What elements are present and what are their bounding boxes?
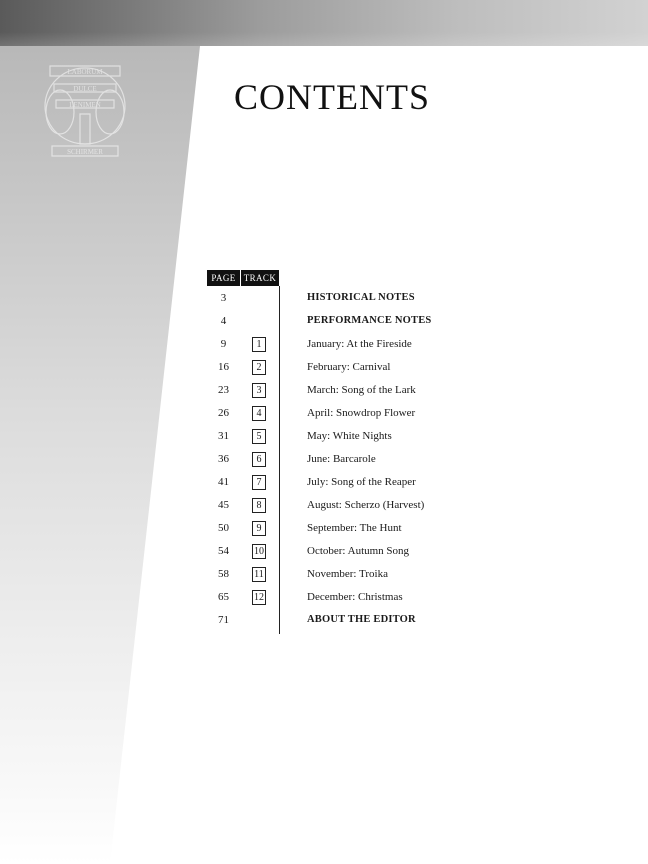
toc-page-number: 16: [218, 361, 229, 373]
toc-title: January: At the Fireside: [307, 338, 412, 350]
toc-track-number: 7: [252, 475, 266, 490]
toc-track-number: 9: [252, 521, 266, 536]
toc-title: November: Troika: [307, 568, 388, 580]
toc-entry: [207, 587, 467, 610]
crest-motto-mid: DULCE: [73, 85, 97, 93]
toc-entry: [207, 357, 467, 380]
toc-page-number: 71: [218, 614, 229, 626]
side-gradient-wedge: [0, 46, 200, 864]
toc-title: March: Song of the Lark: [307, 384, 416, 396]
toc-page-number: 41: [218, 476, 229, 488]
toc-entry: [207, 610, 467, 633]
toc-entry: [207, 495, 467, 518]
toc-page-number: 23: [218, 384, 229, 396]
toc-entry: [207, 426, 467, 449]
toc-title: February: Carnival: [307, 361, 391, 373]
toc-track-number: 2: [252, 360, 266, 375]
toc-page-number: 65: [218, 591, 229, 603]
toc-track-number: 3: [252, 383, 266, 398]
toc-page-number: 26: [218, 407, 229, 419]
toc-page-number: 45: [218, 499, 229, 511]
toc-entry: [207, 472, 467, 495]
toc-entry: [207, 380, 467, 403]
toc-title: September: The Hunt: [307, 522, 402, 534]
toc-track-number: 10: [254, 546, 264, 557]
toc-title: PERFORMANCE NOTES: [307, 315, 432, 326]
toc-page-number: 58: [218, 568, 229, 580]
crest-motto-low: LENIMEN: [69, 101, 101, 109]
toc-entry: [207, 449, 467, 472]
toc-title: August: Scherzo (Harvest): [307, 499, 425, 511]
toc-track-number: 6: [252, 452, 266, 467]
toc-title: December: Christmas: [307, 591, 403, 603]
publisher-crest-logo: [40, 54, 130, 166]
toc-page-number: 3: [220, 292, 227, 304]
toc-entry: [207, 334, 467, 357]
toc-title: ABOUT THE EDITOR: [307, 614, 416, 625]
toc-page-number: 31: [218, 430, 229, 442]
toc-title: June: Barcarole: [307, 453, 376, 465]
toc-track-number: 12: [254, 592, 264, 603]
toc-entry: [207, 311, 467, 334]
toc-entry: [207, 288, 467, 311]
toc-track-number: 5: [252, 429, 266, 444]
toc-title: April: Snowdrop Flower: [307, 407, 416, 419]
toc-track-number: 1: [252, 337, 266, 352]
toc-page-number: 36: [218, 453, 229, 465]
toc-track-number: 8: [252, 498, 266, 513]
header-band: [0, 0, 648, 46]
crest-motto-top: LABORUM: [67, 68, 103, 76]
toc-title: October: Autumn Song: [307, 545, 410, 557]
toc-title: July: Song of the Reaper: [307, 476, 416, 488]
toc-title: May: White Nights: [307, 430, 392, 442]
crest-motto-base: SCHIRMER: [67, 148, 103, 156]
toc-page-number: 4: [220, 315, 227, 327]
column-header-page: PAGE: [207, 270, 240, 286]
toc-entry: [207, 518, 467, 541]
toc-track-number: 4: [252, 406, 266, 421]
toc-title: HISTORICAL NOTES: [307, 292, 415, 303]
toc-page-number: 9: [220, 338, 227, 350]
page-title: CONTENTS: [234, 77, 430, 117]
column-header-track: TRACK: [241, 270, 279, 286]
toc-page-number: 54: [218, 545, 229, 557]
toc-entry: [207, 403, 467, 426]
toc-entry: [207, 541, 467, 564]
toc-page-number: 50: [218, 522, 229, 534]
toc-track-number: 11: [252, 567, 266, 582]
toc-entry: [207, 564, 467, 587]
